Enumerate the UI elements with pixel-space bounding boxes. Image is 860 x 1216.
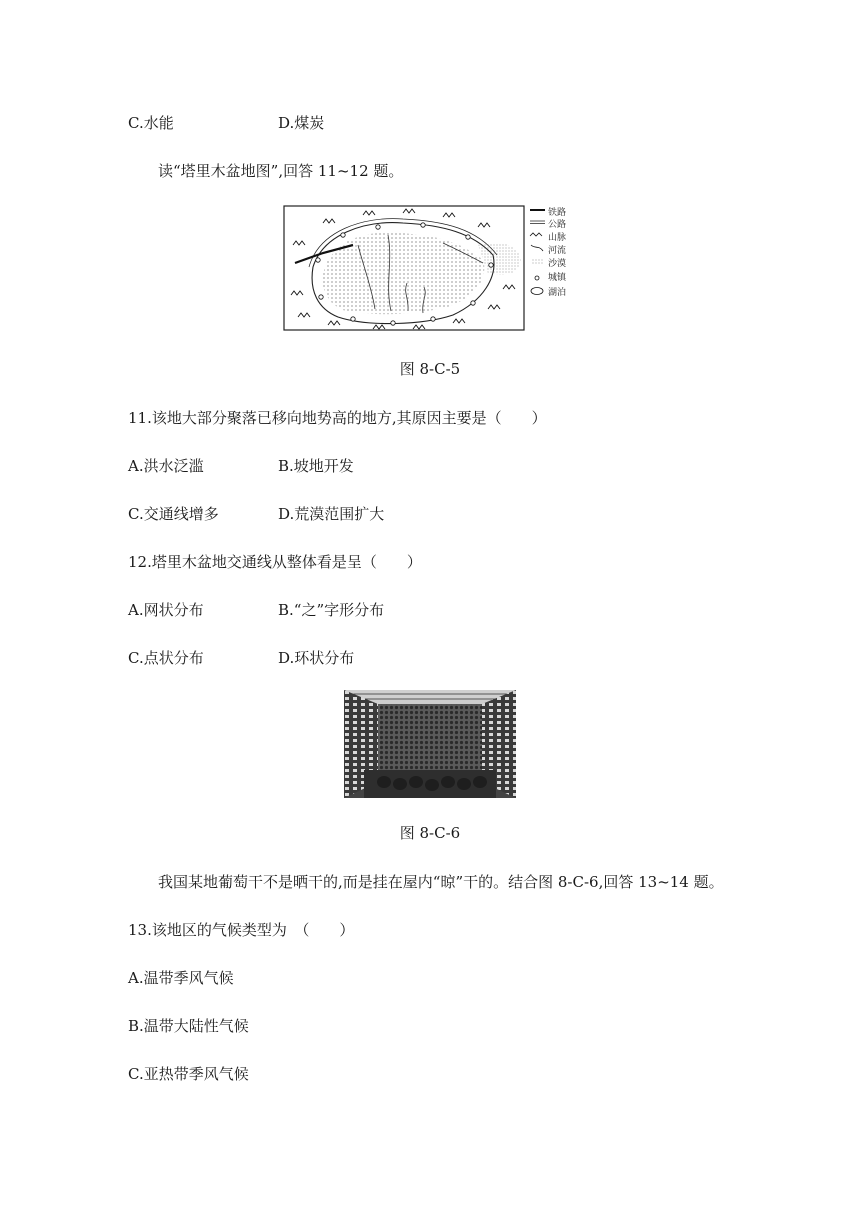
legend-lake: 湖泊: [548, 288, 567, 298]
legend-highway: 公路: [548, 220, 567, 230]
legend-desert: 沙漠: [548, 259, 567, 269]
q13-option-c: C.亚热带季风气候: [128, 1065, 249, 1083]
q11-stem: 11.该地大部分聚落已移向地势高的地方,其原因主要是（ ）: [128, 409, 547, 427]
legend-mountain: 山脉: [548, 233, 567, 243]
legend-river: 河流: [548, 246, 567, 256]
q12-option-a: A.网状分布: [128, 601, 204, 619]
q12-option-c: C.点状分布: [128, 649, 204, 667]
tarim-map-graphic: [283, 205, 583, 333]
q12-option-b: B.“之”字形分布: [278, 601, 385, 619]
q13-option-b: B.温带大陆性气候: [128, 1017, 249, 1035]
q13-option-a: A.温带季风气候: [128, 969, 234, 987]
intro-11-12: 读“塔里木盆地图”,回答 11~12 题。: [158, 162, 404, 180]
q10-option-c: C.水能: [128, 114, 174, 132]
q11-option-d: D.荒漠范围扩大: [278, 505, 385, 523]
legend-railway: 铁路: [548, 208, 567, 218]
q11-option-a: A.洪水泛滥: [128, 457, 204, 475]
map-caption: 图 8-C-5: [399, 360, 461, 378]
intro-13-14: 我国某地葡萄干不是晒干的,而是挂在屋内“晾”干的。结合图 8-C-6,回答 13~14 题。: [158, 873, 724, 891]
q13-stem: 13.该地区的气候类型为 （ ）: [128, 921, 355, 939]
q11-option-c: C.交通线增多: [128, 505, 219, 523]
tarim-basin-map: [283, 205, 583, 333]
q12-option-d: D.环状分布: [278, 649, 355, 667]
photo-caption: 图 8-C-6: [399, 824, 461, 842]
q11-option-b: B.坡地开发: [278, 457, 354, 475]
q10-option-d: D.煤炭: [278, 114, 325, 132]
legend-town: 城镇: [548, 273, 567, 283]
grape-drying-house-photo: [344, 690, 516, 798]
q12-stem: 12.塔里木盆地交通线从整体看是呈（ ）: [128, 553, 422, 571]
drying-house-graphic: [344, 690, 516, 798]
